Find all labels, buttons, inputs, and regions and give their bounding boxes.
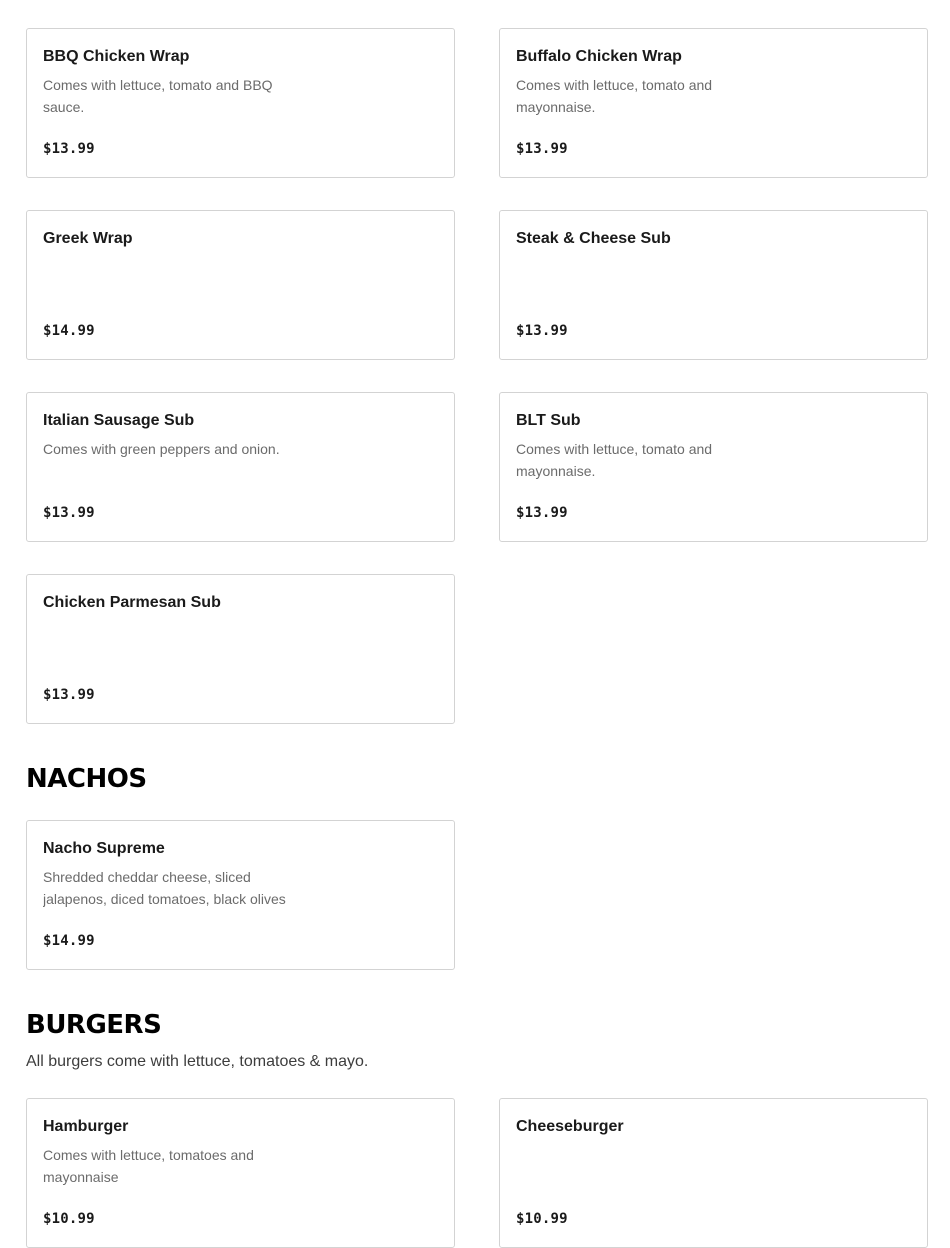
item-name: Steak & Cheese Sub	[516, 230, 671, 247]
item-description: Comes with lettuce, tomato and BBQ sauce.	[43, 77, 273, 115]
item-description: Comes with lettuce, tomatoes and mayonnaise	[43, 1147, 254, 1185]
menu-item-card[interactable]	[26, 392, 455, 542]
menu-item-card[interactable]	[26, 28, 455, 178]
item-name: BLT Sub	[516, 412, 581, 429]
item-price: $10.99	[516, 1211, 568, 1227]
menu-item-card[interactable]	[26, 574, 455, 724]
section-title-nachos: NACHOS	[26, 764, 147, 794]
menu-item-card[interactable]	[26, 820, 455, 970]
item-description: Shredded cheddar cheese, sliced jalapenos, diced tomatoes, black olives	[43, 869, 286, 907]
menu-item-card[interactable]	[499, 210, 928, 360]
item-name: Chicken Parmesan Sub	[43, 594, 221, 611]
item-price: $13.99	[43, 505, 95, 521]
item-name: Hamburger	[43, 1118, 129, 1135]
item-price: $14.99	[43, 933, 95, 949]
item-name: Italian Sausage Sub	[43, 412, 195, 429]
item-name: Cheeseburger	[516, 1118, 624, 1135]
item-price: $14.99	[43, 323, 95, 339]
section-note: All burgers come with lettuce, tomatoes & mayo.	[26, 1053, 369, 1070]
item-price: $13.99	[516, 323, 568, 339]
item-name: Greek Wrap	[43, 230, 133, 247]
menu-item-card[interactable]	[26, 1098, 455, 1248]
section-title-burgers: BURGERS	[26, 1010, 162, 1040]
menu-item-card[interactable]	[26, 210, 455, 360]
item-name: BBQ Chicken Wrap	[43, 48, 190, 65]
item-name: Nacho Supreme	[43, 840, 165, 857]
menu-item-card[interactable]	[499, 392, 928, 542]
item-name: Buffalo Chicken Wrap	[516, 48, 682, 65]
item-price: $13.99	[516, 141, 568, 157]
menu-item-card[interactable]	[499, 1098, 928, 1248]
item-price: $13.99	[43, 687, 95, 703]
menu-item-card[interactable]	[499, 28, 928, 178]
item-price: $13.99	[43, 141, 95, 157]
item-price: $13.99	[516, 505, 568, 521]
item-description: Comes with lettuce, tomato and mayonnaise.	[516, 441, 713, 479]
item-description: Comes with lettuce, tomato and mayonnaise.	[516, 77, 713, 115]
item-description: Comes with green peppers and onion.	[43, 441, 280, 457]
item-price: $10.99	[43, 1211, 95, 1227]
